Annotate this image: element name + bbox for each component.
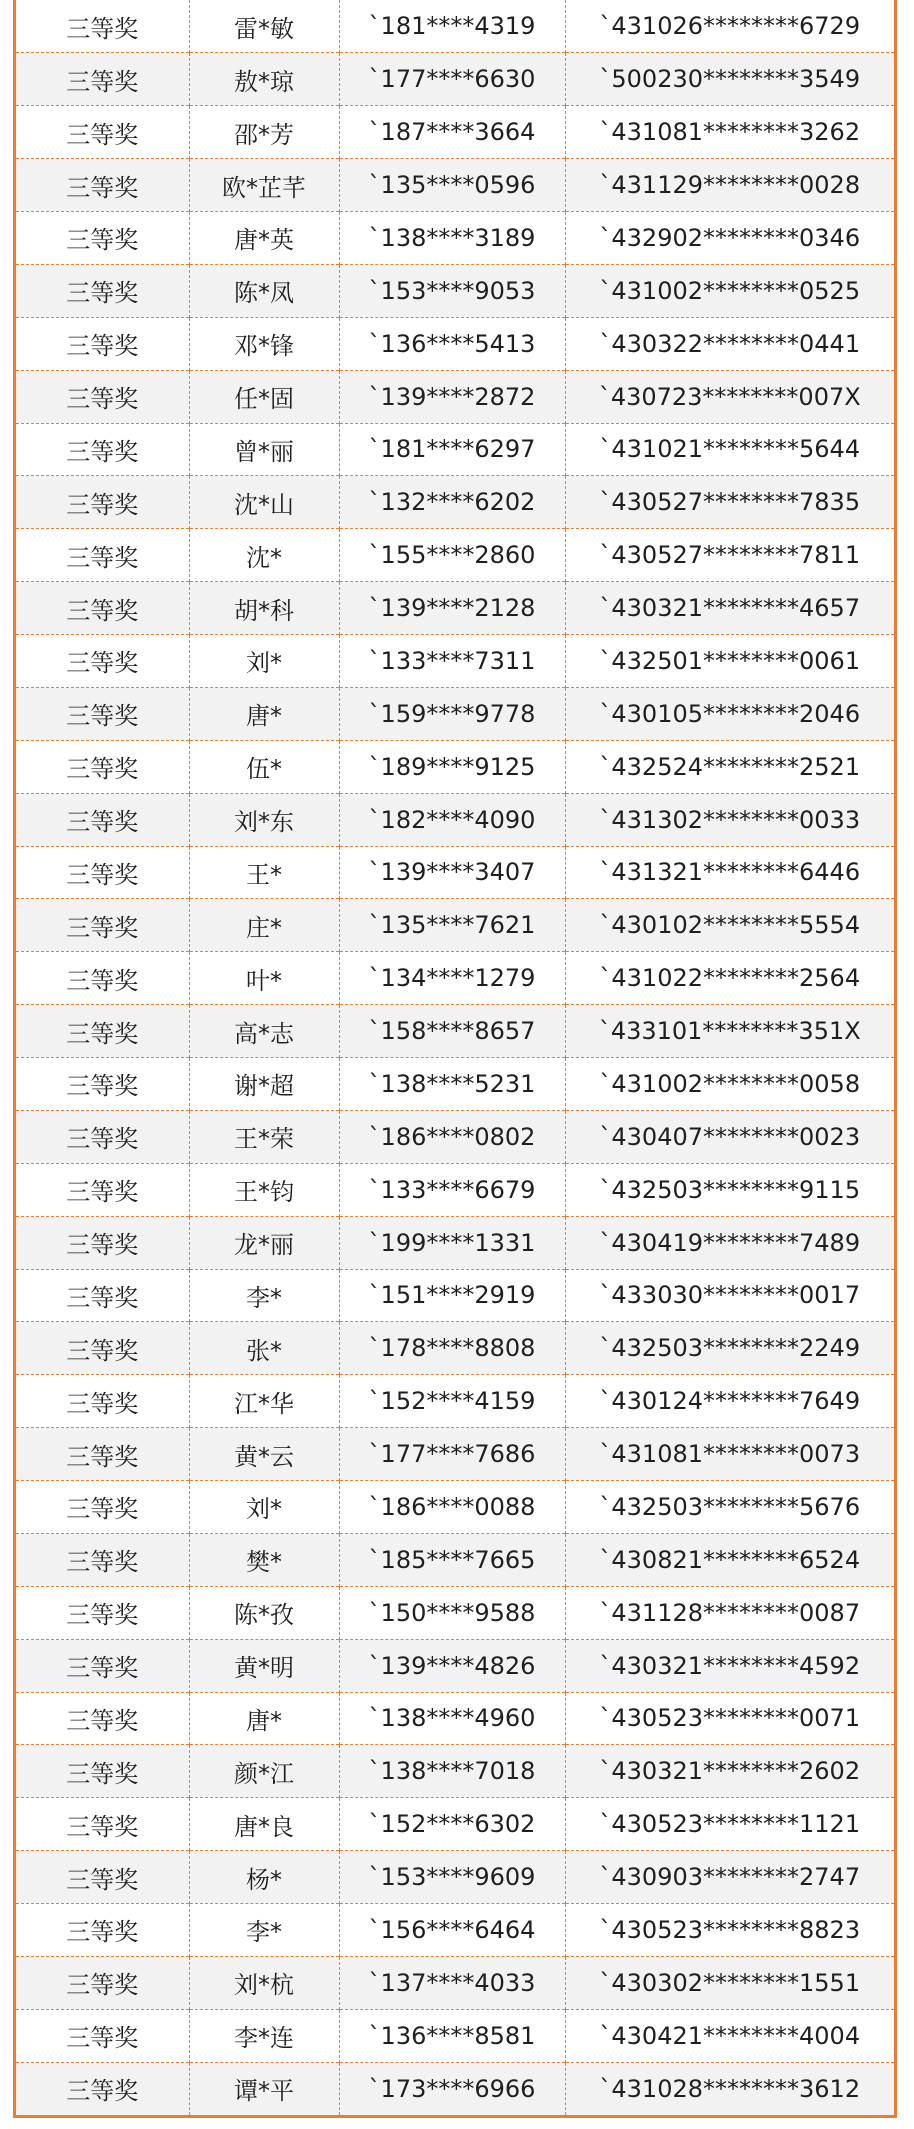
phone-cell: `139****3407 — [339, 846, 565, 899]
table-row — [16, 952, 894, 1005]
name-cell: 杨* — [189, 1851, 339, 1904]
id-number-cell: `430124********7649 — [565, 1375, 894, 1428]
id-number-cell: `430527********7835 — [565, 476, 894, 529]
name-cell: 唐* — [189, 687, 339, 740]
prize-cell: 三等奖 — [16, 1851, 189, 1904]
name-cell: 李* — [189, 1904, 339, 1957]
table-row — [16, 1163, 894, 1216]
phone-cell: `137****4033 — [339, 1956, 565, 2009]
name-cell: 张* — [189, 1322, 339, 1375]
name-cell: 伍* — [189, 740, 339, 793]
phone-cell: `152****6302 — [339, 1798, 565, 1851]
id-number-cell: `431026********6729 — [565, 0, 894, 53]
table-row — [16, 635, 894, 688]
name-cell: 胡*科 — [189, 582, 339, 635]
table-row — [16, 1798, 894, 1851]
prize-cell: 三等奖 — [16, 846, 189, 899]
table-row — [16, 1058, 894, 1111]
table-row — [16, 317, 894, 370]
prize-cell: 三等奖 — [16, 1692, 189, 1745]
id-number-cell: `431321********6446 — [565, 846, 894, 899]
name-cell: 刘*东 — [189, 793, 339, 846]
table-row — [16, 582, 894, 635]
phone-cell: `173****6966 — [339, 2062, 565, 2115]
id-number-cell: `432501********0061 — [565, 635, 894, 688]
prize-cell: 三等奖 — [16, 159, 189, 212]
table-row — [16, 159, 894, 212]
name-cell: 陈*凤 — [189, 264, 339, 317]
name-cell: 江*华 — [189, 1375, 339, 1428]
id-number-cell: `431129********0028 — [565, 159, 894, 212]
prize-cell: 三等奖 — [16, 1481, 189, 1534]
name-cell: 庄* — [189, 899, 339, 952]
table-row — [16, 687, 894, 740]
prize-cell: 三等奖 — [16, 529, 189, 582]
id-number-cell: `431081********3262 — [565, 106, 894, 159]
id-number-cell: `431021********5644 — [565, 423, 894, 476]
phone-cell: `138****7018 — [339, 1745, 565, 1798]
phone-cell: `151****2919 — [339, 1269, 565, 1322]
phone-cell: `136****5413 — [339, 317, 565, 370]
prize-cell: 三等奖 — [16, 1322, 189, 1375]
id-number-cell: `431022********2564 — [565, 952, 894, 1005]
name-cell: 谢*超 — [189, 1058, 339, 1111]
prize-cell: 三等奖 — [16, 740, 189, 793]
name-cell: 唐*英 — [189, 212, 339, 265]
phone-cell: `152****4159 — [339, 1375, 565, 1428]
name-cell: 刘*杭 — [189, 1956, 339, 2009]
table-row — [16, 1375, 894, 1428]
table-row — [16, 264, 894, 317]
prize-cell: 三等奖 — [16, 793, 189, 846]
phone-cell: `135****7621 — [339, 899, 565, 952]
table-row — [16, 1692, 894, 1745]
name-cell: 刘* — [189, 1481, 339, 1534]
phone-cell: `139****2128 — [339, 582, 565, 635]
phone-cell: `177****7686 — [339, 1428, 565, 1481]
name-cell: 欧*芷芊 — [189, 159, 339, 212]
name-cell: 樊* — [189, 1533, 339, 1586]
table-row — [16, 1586, 894, 1639]
prize-cell: 三等奖 — [16, 1163, 189, 1216]
table-row — [16, 529, 894, 582]
phone-cell: `133****6679 — [339, 1163, 565, 1216]
table-row — [16, 1904, 894, 1957]
id-number-cell: `432524********2521 — [565, 740, 894, 793]
table-row — [16, 1322, 894, 1375]
table-row — [16, 370, 894, 423]
id-number-cell: `433101********351X — [565, 1005, 894, 1058]
id-number-cell: `432503********9115 — [565, 1163, 894, 1216]
phone-cell: `181****6297 — [339, 423, 565, 476]
table-row — [16, 1851, 894, 1904]
phone-cell: `177****6630 — [339, 53, 565, 106]
id-number-cell: `430302********1551 — [565, 1956, 894, 2009]
table-row — [16, 899, 894, 952]
id-number-cell: `430321********2602 — [565, 1745, 894, 1798]
id-number-cell: `431302********0033 — [565, 793, 894, 846]
table-row — [16, 53, 894, 106]
table-row — [16, 423, 894, 476]
phone-cell: `186****0802 — [339, 1110, 565, 1163]
name-cell: 陈*孜 — [189, 1586, 339, 1639]
prize-cell: 三等奖 — [16, 476, 189, 529]
name-cell: 唐* — [189, 1692, 339, 1745]
phone-cell: `199****1331 — [339, 1216, 565, 1269]
table-row — [16, 1216, 894, 1269]
name-cell: 颜*江 — [189, 1745, 339, 1798]
name-cell: 李* — [189, 1269, 339, 1322]
prize-cell: 三等奖 — [16, 1956, 189, 2009]
table-row — [16, 1533, 894, 1586]
table-row — [16, 1639, 894, 1692]
phone-cell: `158****8657 — [339, 1005, 565, 1058]
prize-cell: 三等奖 — [16, 1533, 189, 1586]
phone-cell: `132****6202 — [339, 476, 565, 529]
name-cell: 任*固 — [189, 370, 339, 423]
phone-cell: `156****6464 — [339, 1904, 565, 1957]
table-row — [16, 846, 894, 899]
name-cell: 黄*明 — [189, 1639, 339, 1692]
id-number-cell: `430523********8823 — [565, 1904, 894, 1957]
phone-cell: `159****9778 — [339, 687, 565, 740]
winners-table-frame — [13, 0, 897, 2118]
winners-table-body — [16, 0, 894, 2115]
phone-cell: `178****8808 — [339, 1322, 565, 1375]
phone-cell: `139****2872 — [339, 370, 565, 423]
prize-cell: 三等奖 — [16, 1005, 189, 1058]
name-cell: 唐*良 — [189, 1798, 339, 1851]
prize-cell: 三等奖 — [16, 264, 189, 317]
id-number-cell: `431128********0087 — [565, 1586, 894, 1639]
id-number-cell: `432503********2249 — [565, 1322, 894, 1375]
table-row — [16, 476, 894, 529]
id-number-cell: `431081********0073 — [565, 1428, 894, 1481]
name-cell: 雷*敏 — [189, 0, 339, 53]
phone-cell: `138****5231 — [339, 1058, 565, 1111]
prize-cell: 三等奖 — [16, 1798, 189, 1851]
name-cell: 刘* — [189, 635, 339, 688]
name-cell: 邓*锋 — [189, 317, 339, 370]
id-number-cell: `430321********4592 — [565, 1639, 894, 1692]
table-row — [16, 1428, 894, 1481]
prize-cell: 三等奖 — [16, 1745, 189, 1798]
phone-cell: `155****2860 — [339, 529, 565, 582]
prize-cell: 三等奖 — [16, 687, 189, 740]
prize-cell: 三等奖 — [16, 317, 189, 370]
table-row — [16, 1481, 894, 1534]
table-row — [16, 793, 894, 846]
id-number-cell: `430523********0071 — [565, 1692, 894, 1745]
prize-cell: 三等奖 — [16, 1586, 189, 1639]
phone-cell: `181****4319 — [339, 0, 565, 53]
phone-cell: `153****9609 — [339, 1851, 565, 1904]
prize-cell: 三等奖 — [16, 1216, 189, 1269]
table-row — [16, 0, 894, 53]
phone-cell: `138****4960 — [339, 1692, 565, 1745]
phone-cell: `186****0088 — [339, 1481, 565, 1534]
table-row — [16, 1745, 894, 1798]
name-cell: 沈*山 — [189, 476, 339, 529]
phone-cell: `189****9125 — [339, 740, 565, 793]
id-number-cell: `430523********1121 — [565, 1798, 894, 1851]
id-number-cell: `432902********0346 — [565, 212, 894, 265]
phone-cell: `136****8581 — [339, 2009, 565, 2062]
prize-cell: 三等奖 — [16, 952, 189, 1005]
id-number-cell: `430102********5554 — [565, 899, 894, 952]
phone-cell: `135****0596 — [339, 159, 565, 212]
prize-cell: 三等奖 — [16, 2062, 189, 2115]
name-cell: 李*连 — [189, 2009, 339, 2062]
name-cell: 龙*丽 — [189, 1216, 339, 1269]
name-cell: 邵*芳 — [189, 106, 339, 159]
table-row — [16, 740, 894, 793]
id-number-cell: `430407********0023 — [565, 1110, 894, 1163]
name-cell: 王* — [189, 846, 339, 899]
prize-cell: 三等奖 — [16, 1375, 189, 1428]
prize-cell: 三等奖 — [66, 14, 139, 43]
prize-cell: 三等奖 — [16, 106, 189, 159]
prize-cell: 三等奖 — [16, 635, 189, 688]
table-row — [16, 2062, 894, 2115]
prize-cell: 三等奖 — [16, 1639, 189, 1692]
phone-cell: `133****7311 — [339, 635, 565, 688]
winners-table — [16, 0, 894, 2115]
table-row — [16, 106, 894, 159]
id-number-cell: `500230********3549 — [565, 53, 894, 106]
name-cell: 叶* — [189, 952, 339, 1005]
prize-cell: 三等奖 — [16, 1428, 189, 1481]
name-cell: 敖*琼 — [189, 53, 339, 106]
phone-cell: `150****9588 — [339, 1586, 565, 1639]
phone-cell: `138****3189 — [339, 212, 565, 265]
id-number-cell: `430105********2046 — [565, 687, 894, 740]
table-row — [16, 1110, 894, 1163]
prize-cell: 三等奖 — [16, 899, 189, 952]
id-number-cell: `432503********5676 — [565, 1481, 894, 1534]
table-row — [16, 212, 894, 265]
table-row — [16, 1005, 894, 1058]
prize-cell: 三等奖 — [16, 423, 189, 476]
name-cell: 高*志 — [189, 1005, 339, 1058]
phone-cell: `182****4090 — [339, 793, 565, 846]
prize-cell: 三等奖 — [16, 1058, 189, 1111]
table-row — [16, 1956, 894, 2009]
phone-cell: `153****9053 — [339, 264, 565, 317]
id-number-cell: `430322********0441 — [565, 317, 894, 370]
name-cell: 谭*平 — [189, 2062, 339, 2115]
prize-cell: 三等奖 — [16, 582, 189, 635]
id-number-cell: `430421********4004 — [565, 2009, 894, 2062]
id-number-cell: `430321********4657 — [565, 582, 894, 635]
id-number-cell: `431002********0525 — [565, 264, 894, 317]
prize-cell: 三等奖 — [16, 212, 189, 265]
table-row — [16, 1269, 894, 1322]
id-number-cell: `430903********2747 — [565, 1851, 894, 1904]
name-cell: 黄*云 — [189, 1428, 339, 1481]
phone-cell: `134****1279 — [339, 952, 565, 1005]
id-number-cell: `430527********7811 — [565, 529, 894, 582]
phone-cell: `187****3664 — [339, 106, 565, 159]
prize-cell: 三等奖 — [16, 1110, 189, 1163]
id-number-cell: `431028********3612 — [565, 2062, 894, 2115]
id-number-cell: `433030********0017 — [565, 1269, 894, 1322]
id-number-cell: `431002********0058 — [565, 1058, 894, 1111]
prize-cell: 三等奖 — [16, 1904, 189, 1957]
phone-cell: `185****7665 — [339, 1533, 565, 1586]
id-number-cell: `430419********7489 — [565, 1216, 894, 1269]
prize-cell: 三等奖 — [16, 2009, 189, 2062]
prize-cell: 三等奖 — [16, 53, 189, 106]
id-number-cell: `430723********007X — [565, 370, 894, 423]
name-cell: 王*钧 — [189, 1163, 339, 1216]
prize-cell: 三等奖 — [16, 370, 189, 423]
phone-cell: `139****4826 — [339, 1639, 565, 1692]
name-cell: 王*荣 — [189, 1110, 339, 1163]
name-cell: 曾*丽 — [189, 423, 339, 476]
prize-cell: 三等奖 — [16, 1269, 189, 1322]
table-row — [16, 2009, 894, 2062]
name-cell: 沈* — [189, 529, 339, 582]
id-number-cell: `430821********6524 — [565, 1533, 894, 1586]
